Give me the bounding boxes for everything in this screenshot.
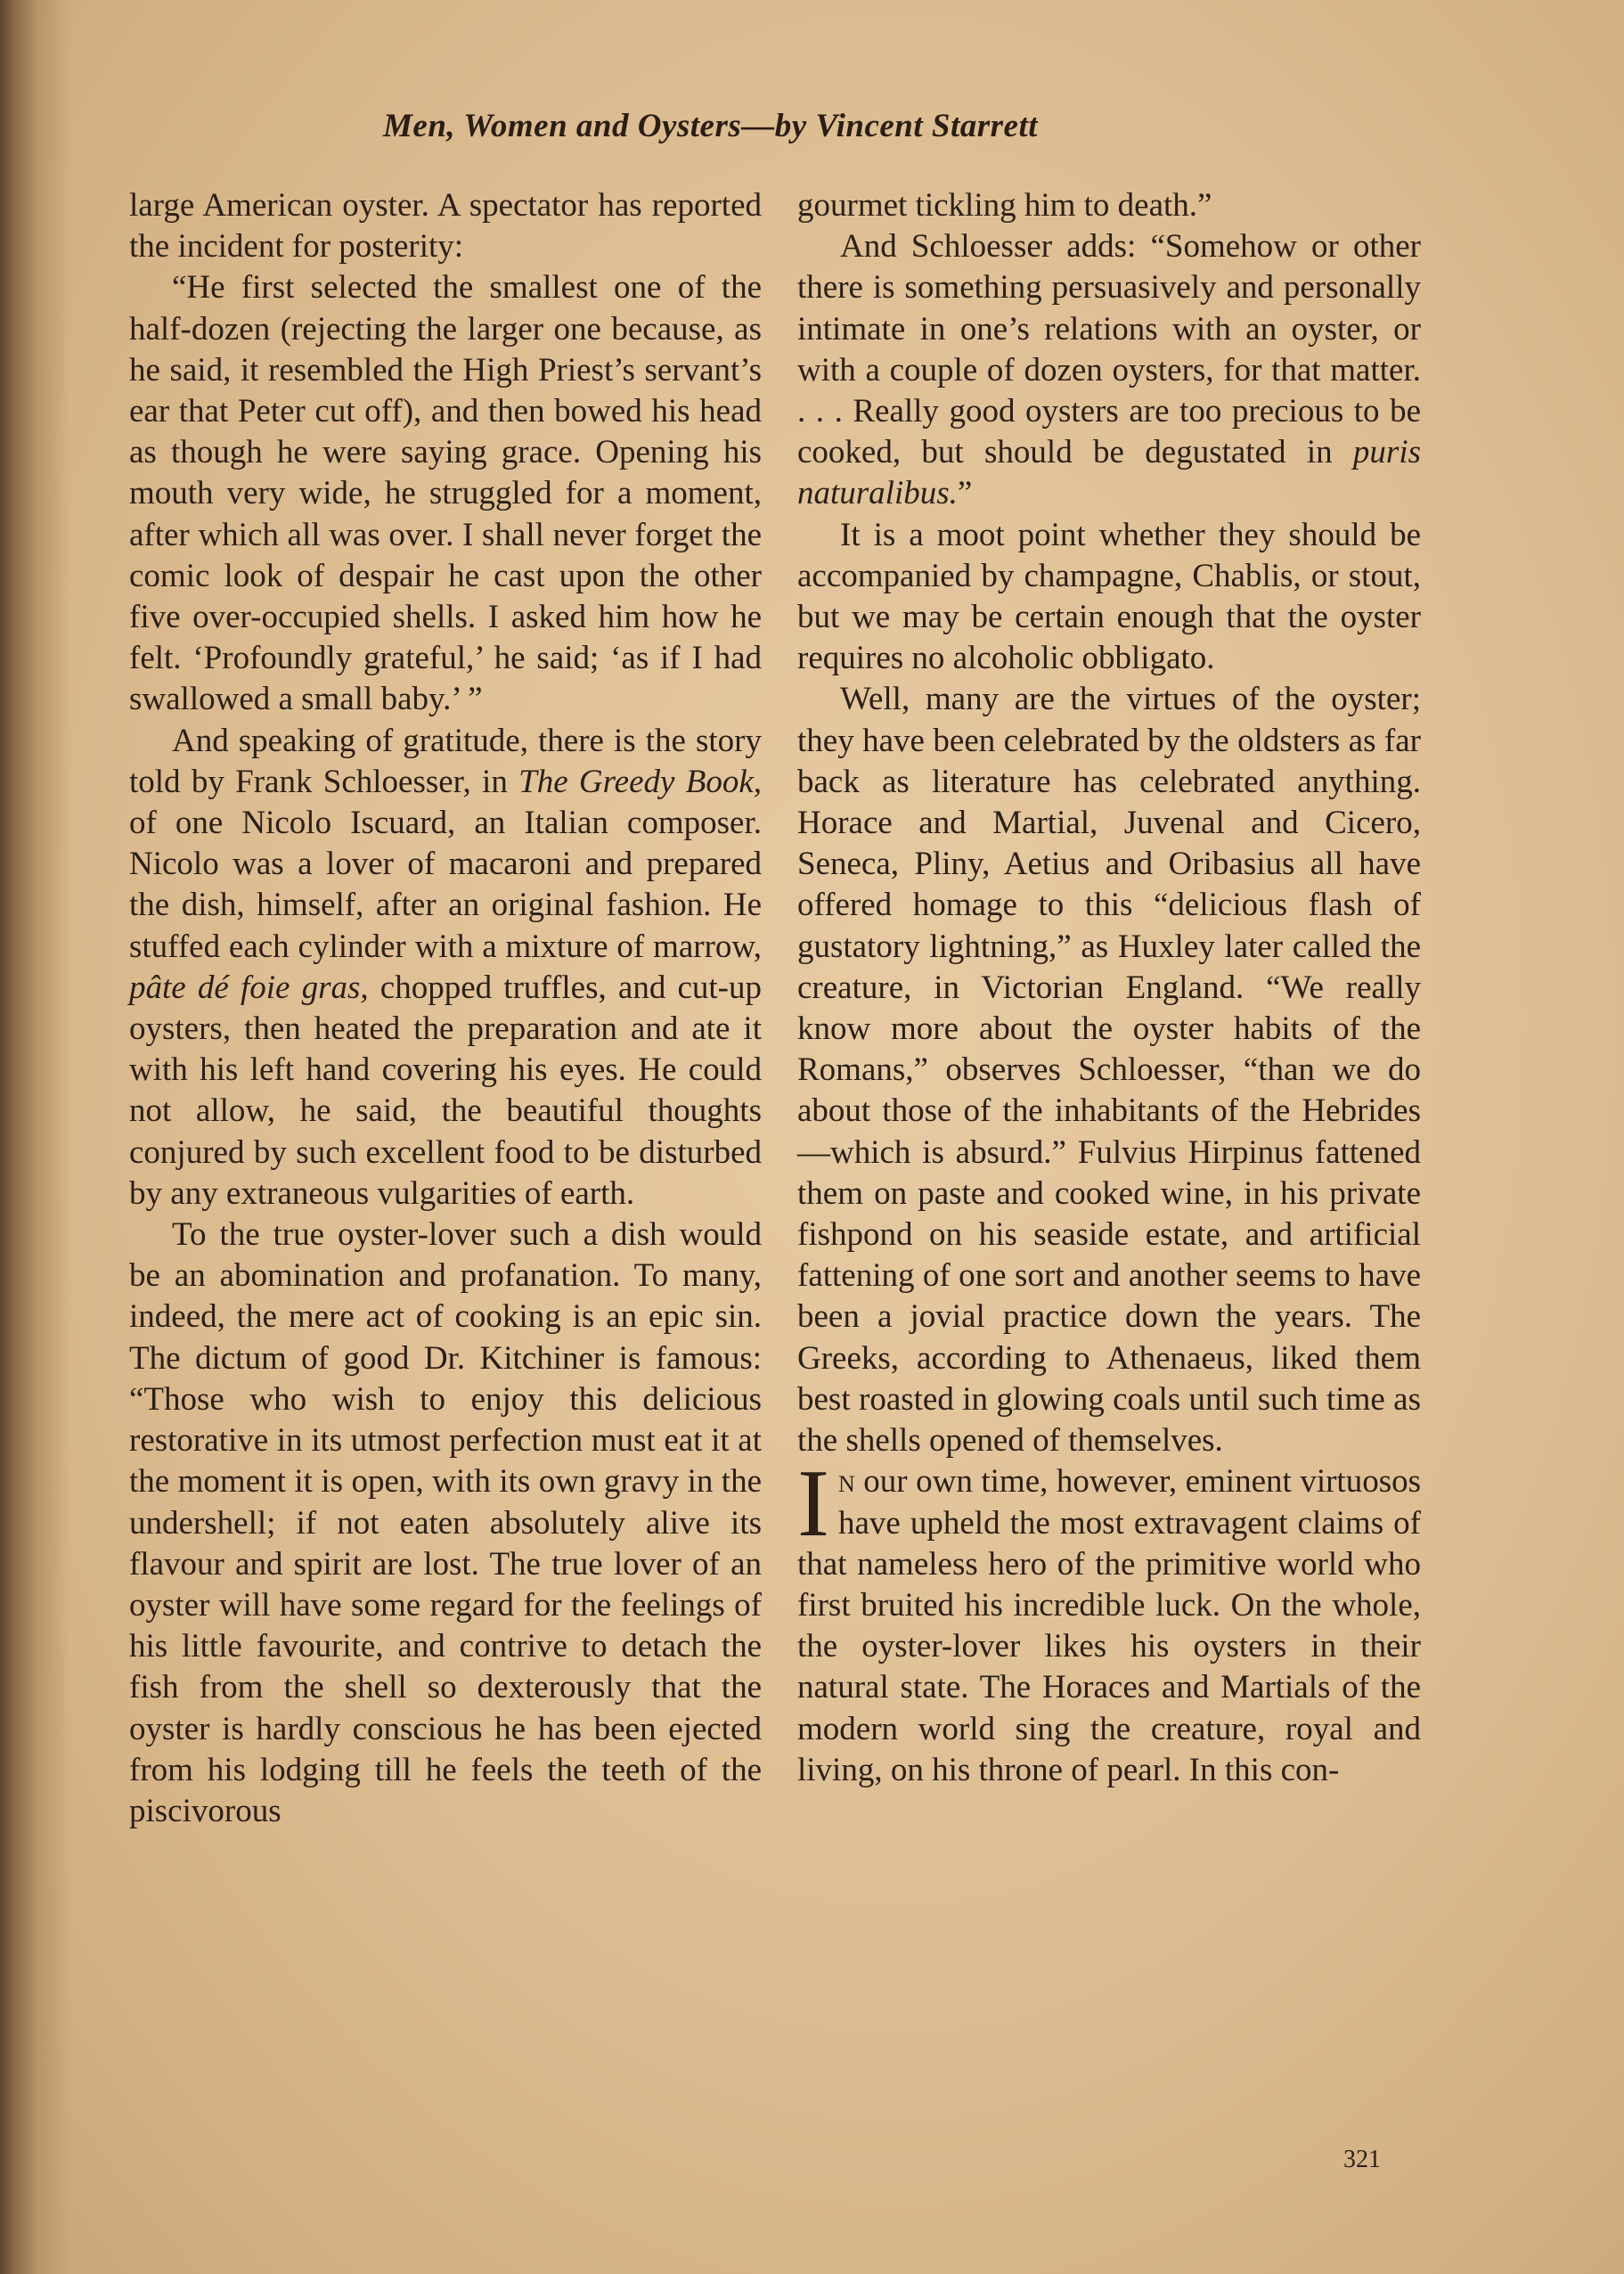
latin-phrase: puris naturalibus. <box>797 434 1421 512</box>
paragraph-continued: large American oyster. A spectator has reported the incident for posterity: <box>129 187 762 266</box>
paragraph-quote-high-priest: “He first selected the smallest one of the half-dozen (rejecting the larger one because, as he said, it resembled the High Priest’s servant’s ear that Peter cut off), and then bowed his head as though he were saying grace. Opening his mouth very wide, he struggled for a moment, after which all was over. I shall never forget the comic look of despair he cast upon the other five over-occupied shells. I asked him how he felt. ‘Profoundly grateful,’ he said; ‘as if I had swallowed a small baby.’ ” <box>129 269 762 718</box>
book-title: The Greedy Book, <box>518 763 762 800</box>
small-caps-lead: n <box>837 1463 855 1501</box>
text-segment: of one Nicolo Iscuard, an Italian composer. Nicolo was a lover of macaroni and prepared the dish, himself, after an original fashion. He stuffed each cylinder with a mixture of marrow, <box>129 805 762 965</box>
text-segment: our own time, however, eminent virtuosos have upheld the most extravagent claims of that nameless hero of the primitive world who first bruited his incredible luck. On the whole, the oyster-lover likes his oysters in their natural state. The Horaces and Martials of the modern world sing the creature, royal and living, on his throne of pearl. In this con- <box>797 1463 1421 1788</box>
text-segment: And Schloesser adds: “Somehow or other there is something persuasively and personally intimate in one’s relations with an oyster, or with a couple of dozen oysters, for that matter. . . . Really good oysters are too precious to be cooked, but should be degustated in <box>797 228 1421 471</box>
paragraph-our-own-time <box>797 1451 1421 1791</box>
drop-cap: I <box>797 1451 829 1558</box>
paragraph-kitchiner: To the true oyster-lover such a dish would be an abomination and profanation. To many, indeed, the mere act of cooking is an epic sin. The dictum of good Dr. Kitchiner is famous: “Those who wish to enjoy this delicious restorative in its utmost perfection must eat it at the moment it is open, with its own gravy in the undershell; if not eaten absolutely alive its flavour and spirit are lost. The true lover of an oyster will have some regard for the feelings of his little favourite, and contrive to detach the fish from the shell so dexterously that the oyster is hardly conscious he has been ejected from his lodging till he feels the teeth of the piscivorous <box>129 1216 762 1829</box>
foreign-phrase: pâte dé foie gras, <box>129 969 369 1006</box>
left-text-column <box>129 185 762 1832</box>
text-segment: chopped truffles, and cut-up oysters, then heated the preparation and ate it with his left hand covering his eyes. He could not allow, he said, the beautiful thoughts conjured by such excellent food to be disturbed by any extraneous vulgarities of earth. <box>129 969 763 1212</box>
paragraph-schloesser-adds <box>797 226 1421 514</box>
paragraph-greedy-book <box>129 721 762 1215</box>
paragraph-virtues: Well, many are the virtues of the oyster; they have been celebrated by the oldsters as far back as literature has celebrated anything. Horace and Martial, Juvenal and Cicero, Seneca, Pliny, Aetius and Oribasius all have offered homage to this “delicious flash of gustatory lightning,” as Huxley later called the creature, in Victorian England. “We really know more about the oyster habits of the Romans,” observes Schloesser, “than we do about those of the inhabitants of the Hebrides—which is absurd.” Fulvius Hirpinus fattened them on paste and cooked wine, in his private fishpond on his seaside estate, and artificial fattening of one sort and another seems to have been a jovial practice down the years. The Greeks, according to Athenaeus, liked them best roasted in glowing coals until such time as the shells opened of themselves. <box>797 681 1421 1460</box>
paragraph-continued: gourmet tickling him to death.” <box>797 187 1212 224</box>
binding-gutter-shadow <box>0 0 71 2274</box>
text-segment: ” <box>957 475 973 512</box>
right-text-column <box>797 185 1421 1791</box>
paragraph-champagne: It is a moot point whether they should be accompanied by champagne, Chablis, or stout, but we may be certain enough that the oyster requires no alcoholic obbligato. <box>797 516 1421 677</box>
text-segment: And speaking of gratitude, there is the story told by Frank Schloesser, in <box>129 722 762 800</box>
page-number: 321 <box>1343 2146 1381 2173</box>
running-header: Men, Women and Oysters—by Vincent Starrett <box>383 108 1039 144</box>
